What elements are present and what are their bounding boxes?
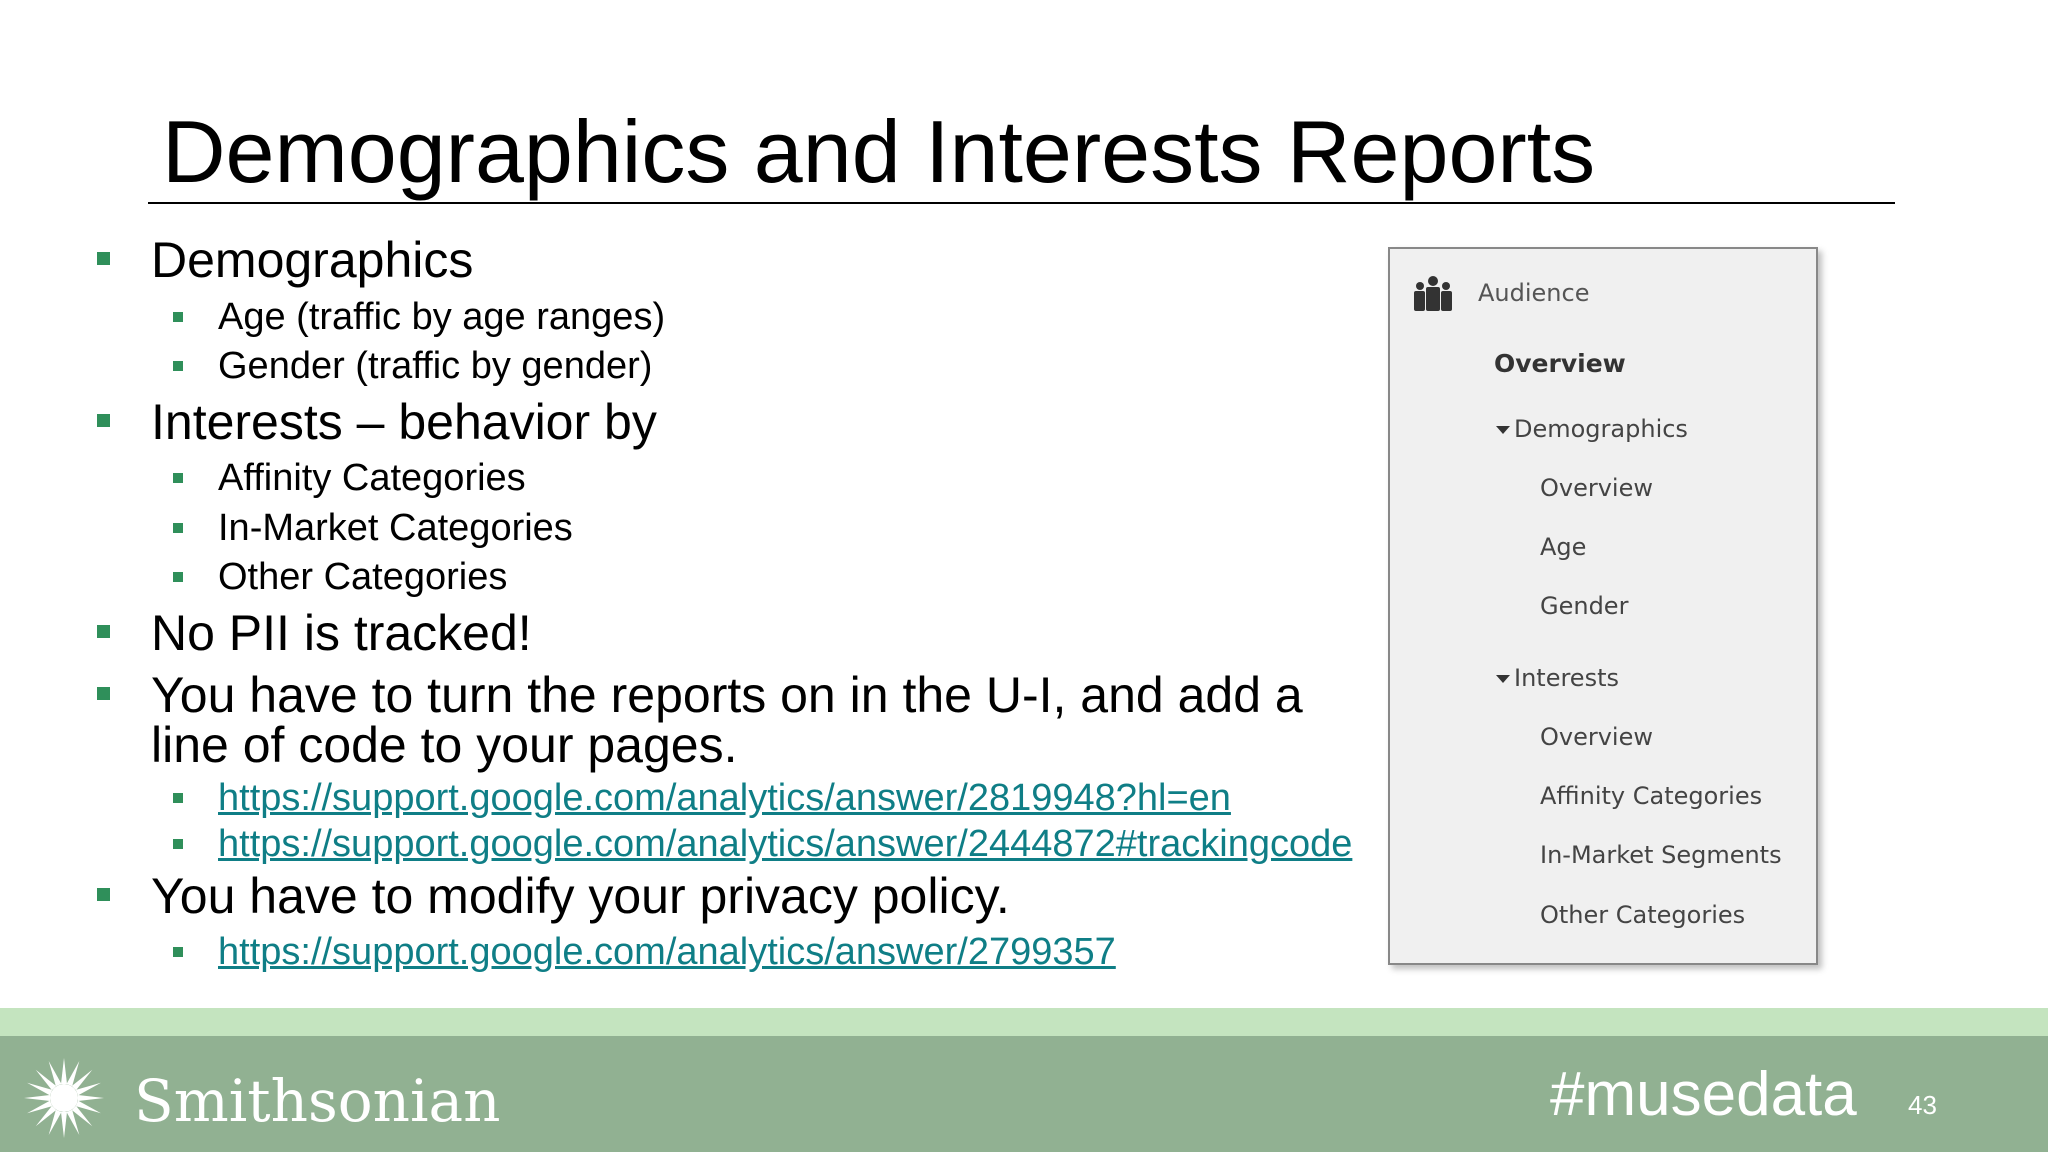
footer-accent-band [0,1008,2048,1038]
bullet-text: Other Categories [218,556,508,598]
bullet-interests [151,394,657,450]
menu-age[interactable]: Age [1540,533,1587,561]
menu-inmarket-segments[interactable]: In-Market Segments [1540,841,1782,869]
smithsonian-logo-text: Smithsonian [134,1067,501,1135]
audience-people-icon [1412,275,1454,311]
menu-demographics[interactable] [1496,415,1688,443]
menu-audience[interactable]: Audience [1478,279,1590,307]
bullet-other [218,557,507,597]
bullet-marker [173,361,183,371]
bullet-marker [173,572,183,582]
menu-other-categories[interactable]: Other Categories [1540,901,1746,929]
bullet-marker [97,687,110,700]
bullet-text: Age (traffic by age ranges) [218,296,666,338]
hashtag-musedata: #musedata [1550,1060,1857,1129]
bullet-text: You have to turn the reports on in the U-I, and add a line of code to your pages. [151,667,1303,773]
bullet-marker [97,625,110,638]
bullet-marker [173,947,183,957]
bullet-link2 [218,824,1352,864]
caret-down-icon [1496,426,1510,434]
bullet-gender [218,346,652,386]
menu-gender[interactable]: Gender [1540,592,1629,620]
menu-demographics-overview[interactable]: Overview [1540,474,1653,502]
bullet-marker [97,414,110,427]
bullet-text: You have to modify your privacy policy. [151,868,1010,924]
audience-menu-panel [1388,247,1818,965]
menu-demographics-label: Demographics [1514,415,1688,443]
bullet-text: Gender (traffic by gender) [218,345,653,387]
menu-interests[interactable] [1496,664,1619,692]
caret-down-icon [1496,675,1510,683]
bullet-pii [151,605,532,661]
bullet-marker [97,252,110,265]
support-link-2819948[interactable]: https://support.google.com/analytics/answer/2819948?hl=en [218,777,1231,819]
smithsonian-sun-icon [22,1056,106,1140]
bullet-demographics [151,232,474,288]
title-underline [148,202,1895,204]
menu-interests-label: Interests [1514,664,1619,692]
bullet-marker [173,793,183,803]
bullet-text: No PII is tracked! [151,605,532,661]
bullet-link3 [218,932,1116,972]
bullet-marker [97,888,110,901]
bullet-marker [173,312,183,322]
bullet-inmarket [218,508,573,548]
bullet-age [218,297,665,337]
support-link-2444872[interactable]: https://support.google.com/analytics/answer/2444872#trackingcode [218,823,1353,865]
bullet-text: In-Market Categories [218,507,573,549]
menu-overview[interactable]: Overview [1494,349,1626,378]
bullet-affinity [218,458,526,498]
page-number: 43 [1908,1090,1937,1120]
bullet-marker [173,839,183,849]
menu-affinity-categories[interactable]: Affinity Categories [1540,782,1763,810]
bullet-link1 [218,778,1231,818]
bullet-text: Interests – behavior by [151,394,657,450]
bullet-text: Demographics [151,232,474,288]
bullet-text: Affinity Categories [218,457,526,499]
bullet-marker [173,473,183,483]
bullet-turn-on [151,667,1381,773]
menu-interests-overview[interactable]: Overview [1540,723,1653,751]
bullet-marker [173,523,183,533]
support-link-2799357[interactable]: https://support.google.com/analytics/answer/2799357 [218,931,1116,973]
slide-title: Demographics and Interests Reports [162,102,1596,201]
bullet-privacy [151,868,1010,924]
